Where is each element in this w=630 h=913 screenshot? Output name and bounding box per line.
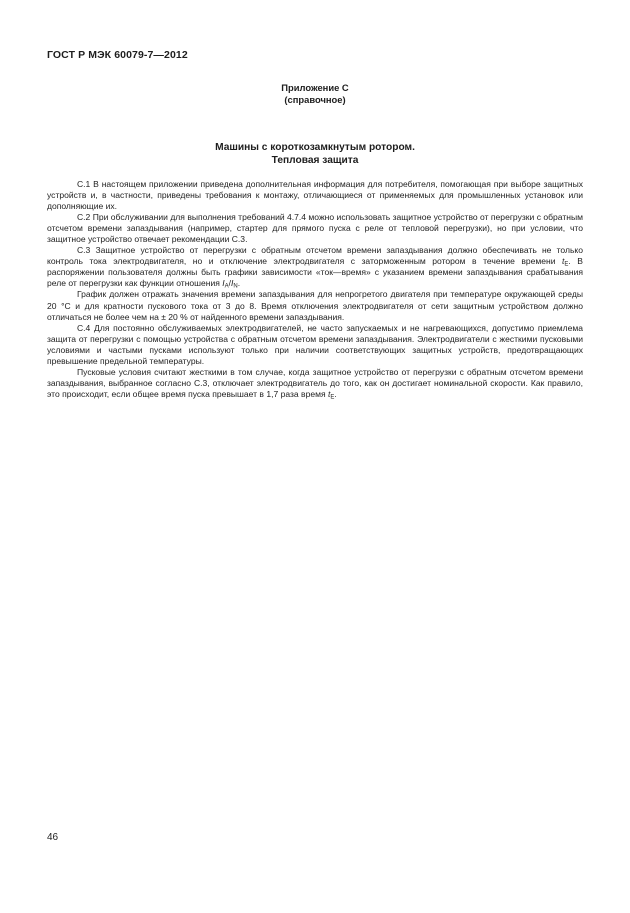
c3-ia-subscript: A — [224, 283, 229, 290]
paragraph-c1: С.1 В настоящем приложении приведена дополнительная информация для потребителя, помогающая при выборе защитных устройств и, в частности, приведены требования к монтажу, отличающиеся от применяемых для промышленных установок или дополняющие их. — [47, 179, 583, 212]
appendix-heading — [0, 82, 630, 106]
c3-te-subscript: E — [564, 261, 569, 268]
section-title-line1: Машины с короткозамкнутым ротором. — [215, 142, 415, 153]
document-body — [47, 179, 583, 400]
paragraph-c3 — [47, 245, 583, 289]
document-header: ГОСТ Р МЭК 60079-7—2012 — [47, 49, 188, 61]
section-title-line2: Тепловая защита — [271, 155, 359, 166]
section-title — [0, 141, 630, 167]
c3-text-b: . В распоряжении пользователя должны быть графики зависимости «ток—время» с указанием времени запаздывания срабатывания реле от перегрузки как функции отношения — [47, 256, 584, 289]
c3-ia-symbol: I — [222, 278, 225, 289]
c4-te-subscript: E — [330, 394, 335, 401]
c3-end: . — [237, 278, 241, 289]
paragraph-c2: С.2 При обслуживании для выполнения требований 4.7.4 можно использовать защитное устройство от перегрузки с обратным отсчетом времени запаздывания (например, стартер для прямого пуска с реле от тепловой перегрузки), но при условии, что защитное устройство отвечает рекомендации С.3. — [47, 212, 583, 245]
paragraph-c4: С.4 Для постоянно обслуживаемых электродвигателей, не часто запускаемых и не нагревающихся, допустимо приемлема защита от перегрузки с помощью устройства с обратным отсчетом времени запаздывания. Электродвигатели с жесткими пусковыми условиями и частыми пусками используют только при наличии соответствующих защитных устройств, предотвращающих превышение предельной температуры. — [47, 322, 583, 366]
c3-text-a: С.3 Защитное устройство от перегрузки с обратным отсчетом времени запаздывания должно обеспечивать не только контроль тока электродвигателя, но и отключение электродвигателя с заторможенным ротором в течение времени — [47, 245, 583, 267]
page-number: 46 — [47, 832, 59, 843]
appendix-title: Приложение С — [281, 82, 349, 93]
c3-slash: / — [228, 278, 232, 289]
c4-end: . — [334, 388, 337, 399]
c3-in-symbol: I — [231, 278, 234, 289]
paragraph-c3-graph: График должен отражать значения времени запаздывания для непрогретого двигателя при температуре окружающей среды 20 °С и для кратности пускового тока от 3 до 8. Время отключения электродвигателя от сети защитным устройством должно отличаться не более чем на ± 20 % от найденного времени запаздывания. — [47, 289, 583, 322]
c3-in-subscript: N — [233, 283, 238, 290]
paragraph-c4-start-conditions — [47, 367, 583, 400]
appendix-subtitle: (справочное) — [284, 94, 346, 105]
c4-te-symbol: t — [327, 388, 331, 399]
c3-te-symbol: t — [562, 256, 565, 267]
c4-text-a: Пусковые условия считают жесткими в том случае, когда защитное устройство от перегрузки с обратным отсчетом времени запаздывания, выбранное согласно С.3, отключает электродвигатель до того, как он достигает номинальной скорости. Как правило, это происходит, если общее время пуска превышает в 1,7 раза время — [47, 366, 583, 399]
